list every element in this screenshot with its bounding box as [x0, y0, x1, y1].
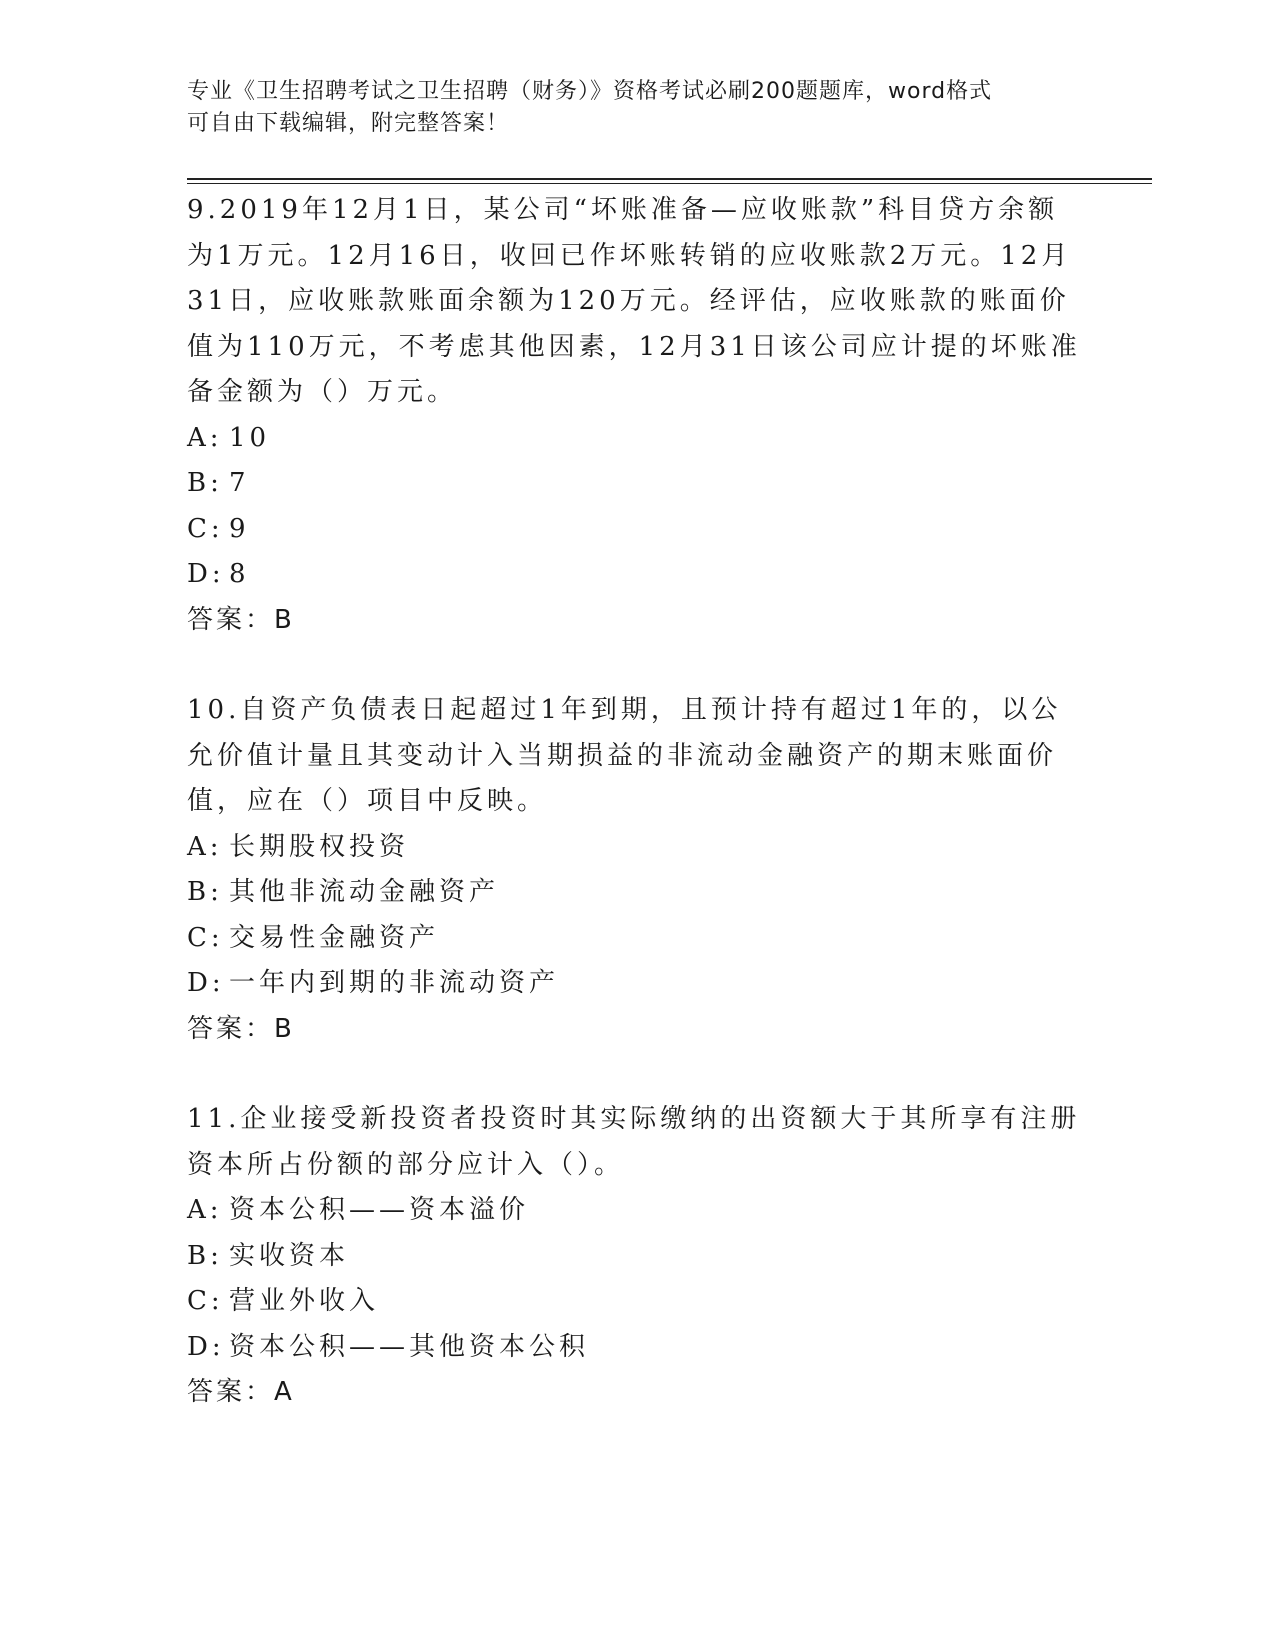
option-letter: A:	[187, 831, 223, 862]
option-text: 资本公积——其他资本公积	[229, 1331, 590, 1362]
option-letter: C:	[187, 1286, 224, 1316]
option-text: 长期股权投资	[229, 831, 410, 862]
question-stem: 10.自资产负债表日起超过1年到期，且预计持有超过1年的，以公允价值计量且其变动计入当期损益的非流动金融资产的期末账面价值，应在（）项目中反映。	[187, 695, 1062, 816]
option-letter: D:	[187, 1331, 225, 1362]
option-text: 营业外收入	[229, 1286, 380, 1316]
option-letter: A:	[187, 422, 223, 453]
header-divider-thin	[187, 183, 1152, 184]
option-text: 8	[229, 559, 250, 589]
option-a	[187, 1188, 1087, 1234]
answer-line: 答案：A	[187, 1377, 295, 1407]
option-letter: B:	[187, 877, 223, 907]
option-text: 其他非流动金融资产	[229, 877, 500, 907]
option-d	[187, 552, 1087, 598]
option-text: 一年内到期的非流动资产	[229, 968, 560, 998]
option-c	[187, 507, 1087, 553]
header-divider	[187, 178, 1152, 186]
option-d	[187, 1325, 1087, 1371]
option-a	[187, 825, 1087, 871]
option-b	[187, 1234, 1087, 1280]
option-letter: A:	[187, 1195, 223, 1225]
header-line-2: 可自由下载编辑，附完整答案！	[187, 111, 510, 136]
answer-line: 答案：B	[187, 1013, 295, 1044]
header-line-1: 专业《卫生招聘考试之卫生招聘（财务）》资格考试必刷200题题库，word格式	[187, 79, 993, 104]
option-c	[187, 916, 1087, 962]
option-letter: B:	[187, 1240, 223, 1271]
answer-line: 答案：B	[187, 604, 295, 635]
document-header	[187, 76, 1067, 140]
option-text: 10	[229, 422, 271, 453]
option-text: 9	[229, 513, 250, 544]
option-text: 资本公积——资本溢价	[229, 1195, 530, 1225]
option-b	[187, 461, 1087, 507]
header-divider-thick	[187, 178, 1152, 180]
option-text: 实收资本	[229, 1240, 350, 1271]
option-letter: D:	[187, 968, 225, 998]
question-10	[187, 688, 1087, 1052]
question-spacer	[187, 1052, 1087, 1097]
question-spacer	[187, 643, 1087, 688]
option-letter: C:	[187, 922, 224, 953]
option-c	[187, 1279, 1087, 1325]
option-text: 交易性金融资产	[229, 922, 440, 953]
question-list	[187, 188, 1087, 1416]
option-letter: B:	[187, 468, 223, 498]
option-a	[187, 416, 1087, 462]
option-letter: C:	[187, 513, 224, 544]
question-stem: 11.企业接受新投资者投资时其实际缴纳的出资额大于其所享有注册资本所占份额的部分应计入（）。	[187, 1104, 1081, 1180]
option-b	[187, 870, 1087, 916]
option-letter: D:	[187, 559, 225, 589]
question-stem: 9.2019年12月1日，某公司“坏账准备—应收账款”科目贷方余额为1万元。12月16日，收回已作坏账转销的应收账款2万元。12月31日，应收账款账面余额为120万元。经评估，应收账款的账面价值为110万元，不考虑其他因素，12月31日该公司应计提的坏账准备金额为（）万元。	[187, 195, 1081, 407]
option-d	[187, 961, 1087, 1007]
question-11	[187, 1097, 1087, 1416]
option-text: 7	[229, 468, 250, 498]
question-9	[187, 188, 1087, 643]
